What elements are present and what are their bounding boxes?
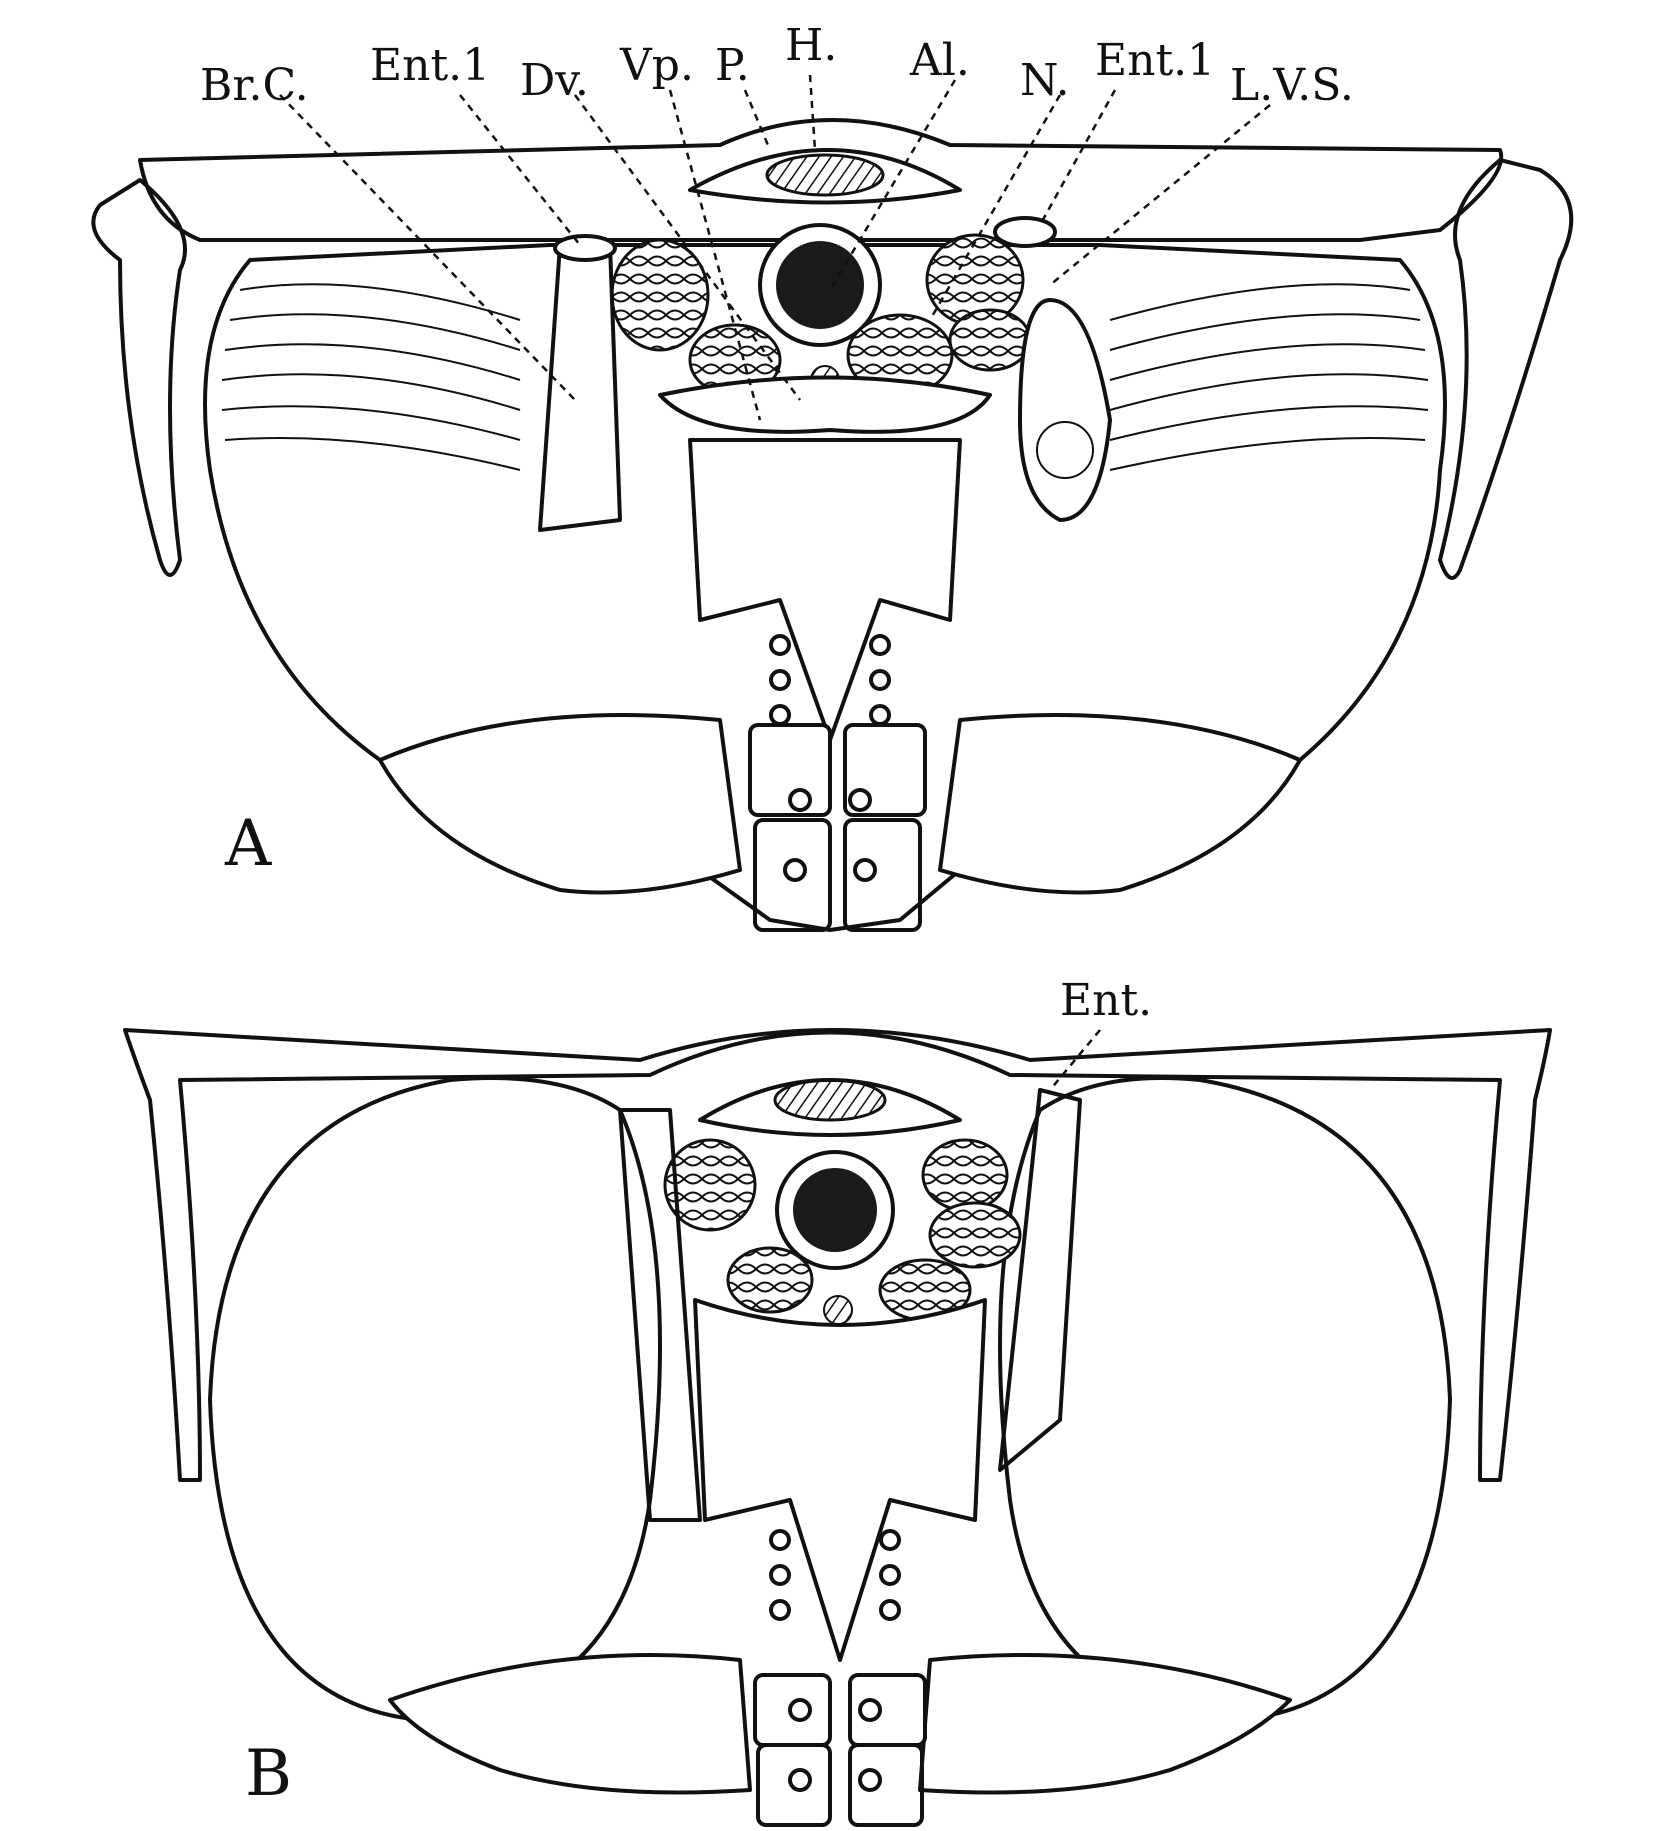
panel-b (125, 975, 1550, 1825)
panel-a-heart (767, 155, 883, 195)
panel-b-right-limb-plate (920, 1655, 1290, 1793)
panel-b-muscle-right-mid (930, 1203, 1020, 1267)
panel-b-heart (775, 1080, 885, 1120)
label-al: Al. (910, 35, 970, 86)
panel-b-left-gill-mass (210, 1078, 660, 1720)
panel-a-muscle-right-mid (950, 310, 1030, 370)
panel-a-entapophysis-left-cap (555, 236, 615, 260)
panel-a-letter: A (225, 807, 272, 881)
panel-a-sternal-plate (660, 378, 990, 432)
panel-a-left-pleuron (93, 180, 185, 575)
panel-b-letter: B (245, 1737, 293, 1811)
label-h: H. (785, 20, 838, 71)
label-p: P. (715, 40, 750, 91)
panel-a-entapophysis-right (995, 218, 1055, 246)
label-br-c: Br.C. (200, 60, 309, 111)
panel-b-central-column (695, 1300, 985, 1660)
label-dv: Dv. (520, 55, 589, 106)
panel-a-left-limb-plate (380, 715, 740, 893)
label-ent-1-left: Ent.1 (370, 40, 491, 91)
panel-a-right-pleuron (1440, 160, 1571, 578)
panel-a-right-limb-plate (940, 715, 1300, 893)
panel-b-left-limb-plate (390, 1655, 750, 1793)
panel-b-muscle-left-lower (728, 1248, 812, 1312)
panel-b-entapophysis-right (1000, 1090, 1080, 1470)
label-lvs: L.V.S. (1230, 60, 1354, 111)
panel-b-alimentary-canal-lumen (793, 1168, 877, 1252)
panel-a (93, 20, 1571, 930)
label-n: N. (1020, 55, 1070, 106)
panel-b-right-gill-mass (1000, 1078, 1450, 1720)
panel-b-nerve-cord (824, 1296, 852, 1324)
label-ent-1-right: Ent.1 (1095, 35, 1216, 86)
panel-b-muscle-right-upper (923, 1140, 1007, 1210)
panel-a-alimentary-canal-lumen (776, 241, 864, 329)
label-ent: Ent. (1060, 975, 1153, 1026)
label-vp: Vp. (620, 40, 694, 91)
